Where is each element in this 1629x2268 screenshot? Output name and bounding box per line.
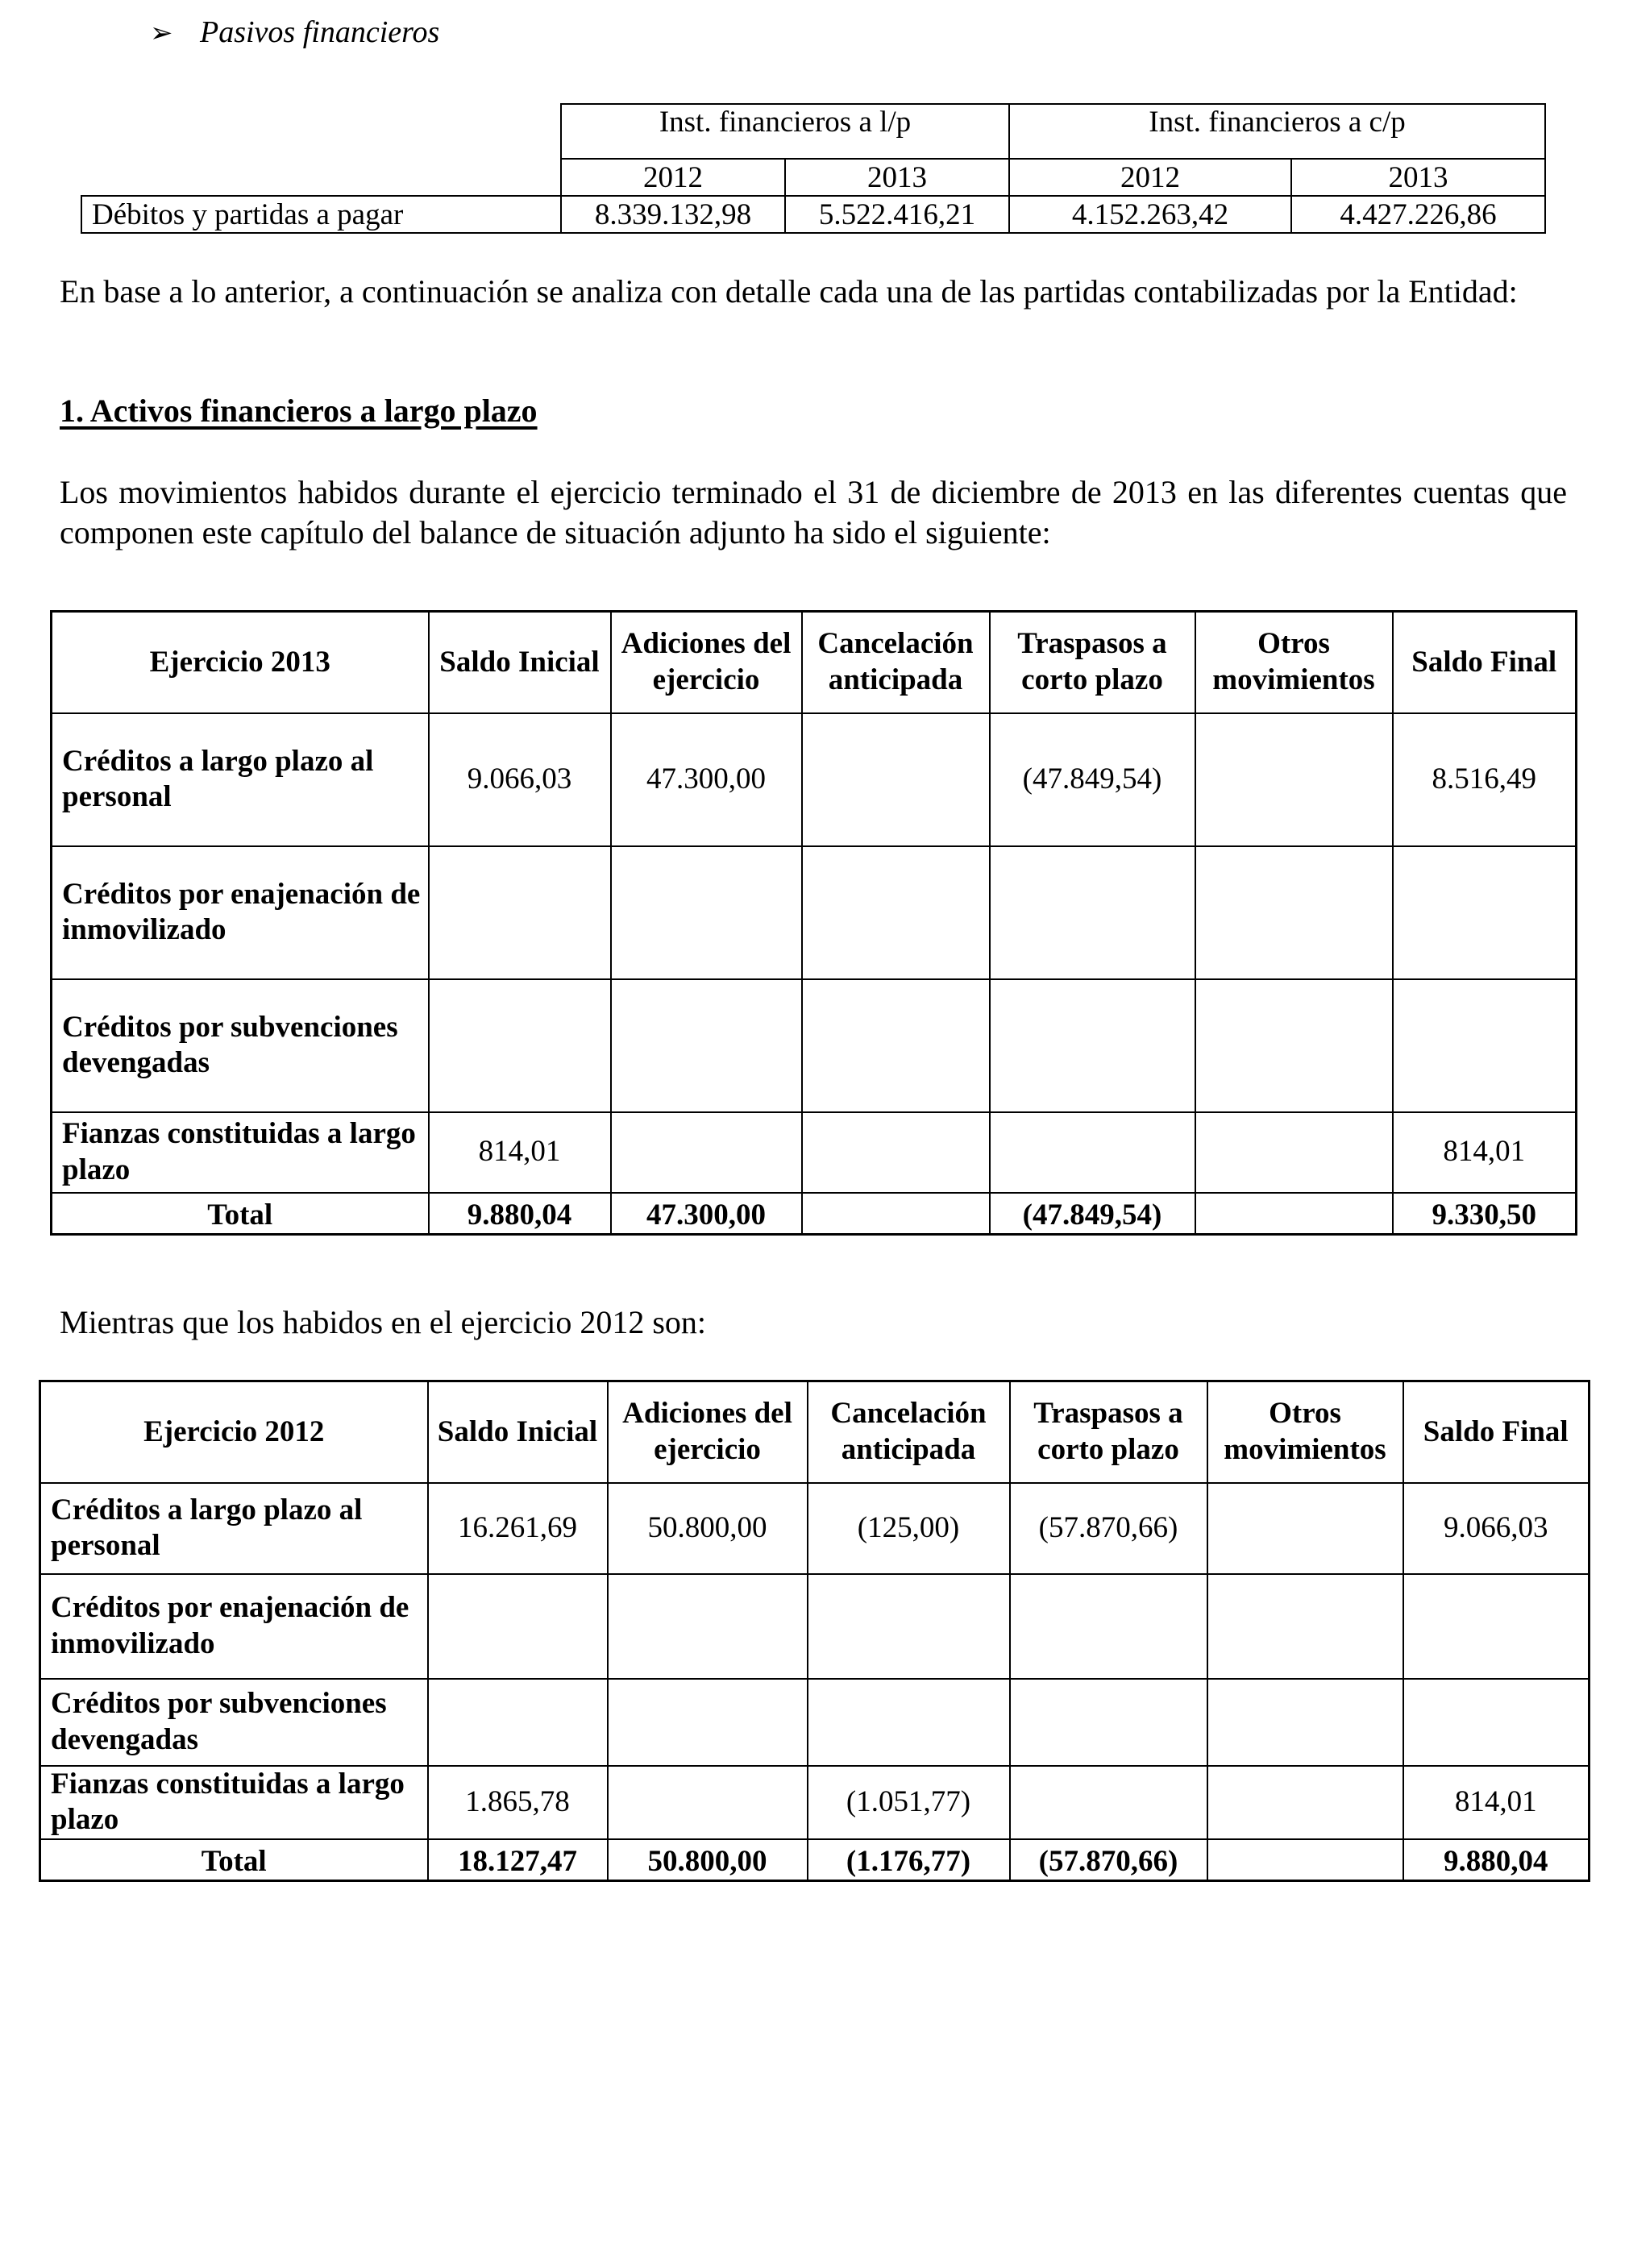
value-cell: 8.339.132,98 (561, 196, 785, 233)
total-cell: (47.849,54) (990, 1193, 1195, 1235)
total-cell: (1.176,77) (808, 1839, 1010, 1881)
value-cell (808, 1679, 1010, 1766)
table-row (52, 846, 1577, 979)
header-otros: Otros movimientos (1207, 1381, 1403, 1483)
value-cell: 5.522.416,21 (785, 196, 1009, 233)
year-header: 2013 (785, 159, 1009, 196)
total-row (52, 1193, 1577, 1235)
header-adiciones: Adiciones del ejercicio (611, 612, 802, 713)
value-cell (1207, 1766, 1403, 1839)
row-label: Débitos y partidas a pagar (81, 196, 561, 233)
header-cancelacion: Cancelación anticipada (802, 612, 990, 713)
blank-cell (81, 159, 561, 196)
value-cell: 814,01 (1403, 1766, 1590, 1839)
value-cell: (57.870,66) (1010, 1483, 1207, 1574)
middle-paragraph: Mientras que los habidos en el ejercicio 2012 son: (60, 1304, 707, 1340)
value-cell (1393, 846, 1577, 979)
year-header: 2012 (1009, 159, 1291, 196)
value-cell (428, 1679, 608, 1766)
row-label: Créditos a largo plazo al personal (52, 713, 429, 846)
header-saldo-final: Saldo Final (1403, 1381, 1590, 1483)
table-row (52, 1112, 1577, 1193)
group-header-lp: Inst. financieros a l/p (561, 104, 1009, 159)
total-cell: 9.880,04 (429, 1193, 611, 1235)
header-otros: Otros movimientos (1195, 612, 1393, 713)
table-row (40, 1766, 1590, 1839)
section-title: 1. Activos financieros a largo plazo (60, 393, 538, 429)
value-cell: 1.865,78 (428, 1766, 608, 1839)
value-cell (1195, 713, 1393, 846)
value-cell: 9.066,03 (1403, 1483, 1590, 1574)
value-cell: 4.152.263,42 (1009, 196, 1291, 233)
value-cell: 4.427.226,86 (1291, 196, 1545, 233)
value-cell (802, 846, 990, 979)
row-label: Fianzas constituidas a largo plazo (52, 1112, 429, 1193)
arrow-bullet-icon: ➢ (150, 19, 173, 48)
value-cell (1195, 979, 1393, 1112)
movements-table-2012 (39, 1380, 1590, 1882)
value-cell (802, 1112, 990, 1193)
table-row (52, 713, 1577, 846)
table-row (52, 979, 1577, 1112)
row-label: Créditos a largo plazo al personal (40, 1483, 428, 1574)
value-cell: 814,01 (429, 1112, 611, 1193)
header-traspasos: Traspasos a corto plazo (1010, 1381, 1207, 1483)
value-cell: 9.066,03 (429, 713, 611, 846)
subsection-heading (150, 15, 439, 52)
total-cell (802, 1193, 990, 1235)
value-cell: 814,01 (1393, 1112, 1577, 1193)
header-adiciones: Adiciones del ejercicio (608, 1381, 808, 1483)
header-saldo-inicial: Saldo Inicial (429, 612, 611, 713)
value-cell (1195, 846, 1393, 979)
value-cell (608, 1679, 808, 1766)
value-cell (611, 1112, 802, 1193)
table-row (40, 1574, 1590, 1679)
section-paragraph: Los movimientos habidos durante el ejercicio terminado el 31 de diciembre de 2013 en las diferentes cuentas que componen este capítulo del balance de situación adjunto ha sido el siguiente: (60, 474, 1567, 550)
value-cell (1010, 1766, 1207, 1839)
header-saldo-inicial: Saldo Inicial (428, 1381, 608, 1483)
table-row (40, 1483, 1590, 1574)
row-label: Créditos por subvenciones devengadas (52, 979, 429, 1112)
value-cell: (47.849,54) (990, 713, 1195, 846)
value-cell (990, 979, 1195, 1112)
value-cell: 50.800,00 (608, 1483, 808, 1574)
year-header: 2013 (1291, 159, 1545, 196)
value-cell (802, 979, 990, 1112)
header-ejercicio: Ejercicio 2012 (40, 1381, 428, 1483)
value-cell: (125,00) (808, 1483, 1010, 1574)
movements-table-2013 (50, 610, 1577, 1236)
row-label: Créditos por enajenación de inmovilizado (40, 1574, 428, 1679)
total-cell: (57.870,66) (1010, 1839, 1207, 1881)
row-label: Créditos por subvenciones devengadas (40, 1679, 428, 1766)
total-cell: 18.127,47 (428, 1839, 608, 1881)
total-cell: 9.330,50 (1393, 1193, 1577, 1235)
value-cell (1207, 1679, 1403, 1766)
value-cell (802, 713, 990, 846)
value-cell: (1.051,77) (808, 1766, 1010, 1839)
blank-cell (81, 104, 561, 159)
value-cell (1207, 1483, 1403, 1574)
table-row (81, 196, 1545, 233)
total-label: Total (52, 1193, 429, 1235)
subsection-title: Pasivos financieros (200, 15, 440, 49)
total-cell: 50.800,00 (608, 1839, 808, 1881)
total-cell: 9.880,04 (1403, 1839, 1590, 1881)
header-ejercicio: Ejercicio 2013 (52, 612, 429, 713)
group-header-cp: Inst. financieros a c/p (1009, 104, 1545, 159)
total-cell (1207, 1839, 1403, 1881)
total-cell (1195, 1193, 1393, 1235)
value-cell (1195, 1112, 1393, 1193)
value-cell: 8.516,49 (1393, 713, 1577, 846)
value-cell (608, 1766, 808, 1839)
value-cell (1207, 1574, 1403, 1679)
value-cell (611, 979, 802, 1112)
intro-paragraph: En base a lo anterior, a continuación se analiza con detalle cada una de las partidas contabilizadas por la Entidad: (60, 273, 1518, 309)
year-header: 2012 (561, 159, 785, 196)
row-label: Fianzas constituidas a largo plazo (40, 1766, 428, 1839)
total-cell: 47.300,00 (611, 1193, 802, 1235)
value-cell (428, 1574, 608, 1679)
value-cell (429, 979, 611, 1112)
value-cell: 47.300,00 (611, 713, 802, 846)
value-cell (808, 1574, 1010, 1679)
row-label: Créditos por enajenación de inmovilizado (52, 846, 429, 979)
value-cell (611, 846, 802, 979)
value-cell (1403, 1574, 1590, 1679)
header-traspasos: Traspasos a corto plazo (990, 612, 1195, 713)
table-row (40, 1679, 1590, 1766)
value-cell (1010, 1679, 1207, 1766)
total-label: Total (40, 1839, 428, 1881)
value-cell (1403, 1679, 1590, 1766)
value-cell (429, 846, 611, 979)
value-cell (1010, 1574, 1207, 1679)
value-cell (608, 1574, 808, 1679)
value-cell (990, 846, 1195, 979)
value-cell: 16.261,69 (428, 1483, 608, 1574)
value-cell (1393, 979, 1577, 1112)
header-saldo-final: Saldo Final (1393, 612, 1577, 713)
pasivos-financieros-table (81, 103, 1546, 234)
total-row (40, 1839, 1590, 1881)
header-cancelacion: Cancelación anticipada (808, 1381, 1010, 1483)
value-cell (990, 1112, 1195, 1193)
